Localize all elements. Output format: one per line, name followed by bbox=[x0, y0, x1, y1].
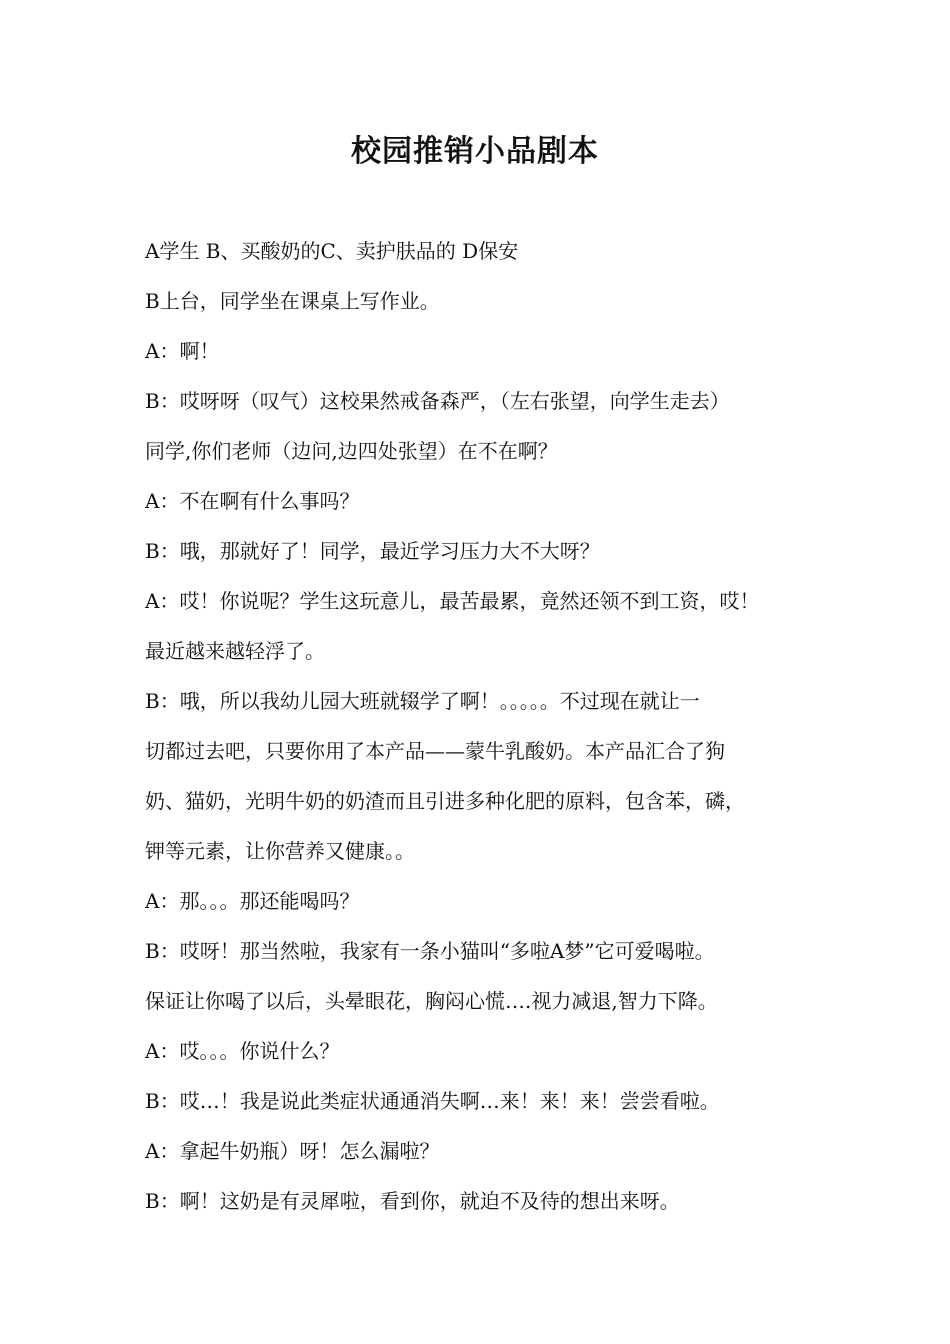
script-line: A：啊！ bbox=[145, 339, 220, 363]
script-line: A：拿起牛奶瓶）呀！怎么漏啦？ bbox=[145, 1139, 440, 1163]
script-line: 钾等元素，让你营养又健康。。 bbox=[145, 839, 415, 863]
script-line: 同学,你们老师（边问,边四处张望）在不在啊？ bbox=[145, 439, 558, 463]
script-line: A学生 B、买酸奶的C、卖护肤品的 D保安 bbox=[145, 239, 519, 263]
script-line: A：那。。。那还能喝吗？ bbox=[145, 889, 360, 913]
script-line: B：哦，那就好了！同学，最近学习压力大不大呀？ bbox=[145, 539, 600, 563]
script-line: A：哎。。。你说什么？ bbox=[145, 1039, 340, 1063]
script-line: B：哎…！我是说此类症状通通消失啊…来！来！来！尝尝看啦。 bbox=[145, 1089, 720, 1113]
script-line: B：哎呀！那当然啦，我家有一条小猫叫“多啦A梦”它可爱喝啦。 bbox=[145, 939, 715, 963]
script-line: B：啊！这奶是有灵犀啦，看到你，就迫不及待的想出来呀。 bbox=[145, 1189, 680, 1213]
script-line: B：哦，所以我幼儿园大班就辍学了啊！。。。。。不过现在就让一 bbox=[145, 689, 700, 713]
script-line: A：哎！你说呢？学生这玩意儿，最苦最累，竟然还领不到工资，哎！ bbox=[145, 589, 760, 613]
script-line: 奶、猫奶，光明牛奶的奶渣而且引进多种化肥的原料，包含苯，磷， bbox=[145, 789, 745, 813]
script-line: 保证让你喝了以后，头晕眼花，胸闷心慌….视力减退,智力下降。 bbox=[145, 989, 718, 1013]
script-line: A：不在啊有什么事吗？ bbox=[145, 489, 360, 513]
script-line: B：哎呀呀（叹气）这校果然戒备森严，（左右张望，向学生走去） bbox=[145, 389, 730, 413]
script-line: 最近越来越轻浮了。 bbox=[145, 639, 325, 663]
script-line: 切都过去吧，只要你用了本产品——蒙牛乳酸奶。本产品汇合了狗 bbox=[145, 739, 725, 763]
script-body bbox=[145, 226, 825, 1226]
script-line: B上台，同学坐在课桌上写作业。 bbox=[145, 289, 440, 313]
document-title: 校园推销小品剧本 bbox=[351, 134, 599, 169]
